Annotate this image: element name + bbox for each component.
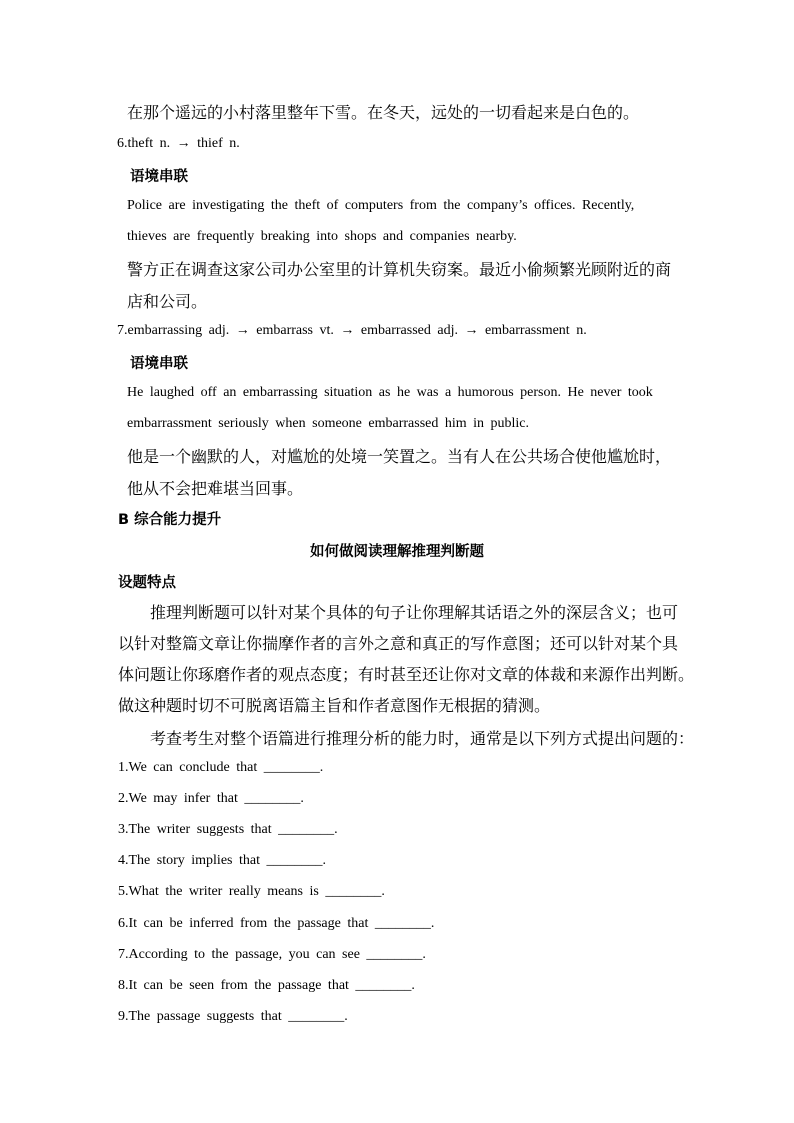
translation-line-item5: 在那个遥远的小村落里整年下雪。在冬天，远处的一切看起来是白色的。: [127, 103, 640, 122]
question-4: 4.The story implies that ________.: [118, 853, 326, 868]
question-3: 3.The writer suggests that ________.: [118, 822, 338, 837]
item7-english-line-1: He laughed off an embarrassing situation as he was a humorous person. He never took: [127, 385, 653, 400]
features-label: 设题特点: [118, 575, 176, 591]
paragraph-1-line-4: 做这种题时切不可脱离语篇主旨和作者意图作无根据的猜测。: [118, 696, 551, 715]
question-2: 2.We may infer that ________.: [118, 791, 304, 806]
item6-chinese-line-2: 店和公司。: [127, 292, 208, 311]
paragraph-2: 考查考生对整个语篇进行推理分析的能力时，通常是以下列方式提出问题的：: [150, 729, 695, 748]
question-7: 7.According to the passage, you can see ________.: [118, 947, 426, 962]
item7-chinese-line-2: 他从不会把难堪当回事。: [127, 479, 304, 498]
item7-english-line-2: embarrassment seriously when someone embarrassed him in public.: [127, 416, 530, 431]
item6-context-label: 语境串联: [130, 169, 188, 185]
paragraph-1-line-2: 以针对整篇文章让你揣摩作者的言外之意和真正的写作意图；还可以针对某个具: [118, 634, 679, 653]
section-b-heading: B 综合能力提升: [118, 512, 222, 528]
question-6: 6.It can be inferred from the passage that ________.: [118, 916, 435, 931]
question-8: 8.It can be seen from the passage that ________.: [118, 978, 415, 993]
question-9: 9.The passage suggests that ________.: [118, 1009, 348, 1024]
item6-chinese-line-1: 警方正在调查这家公司办公室里的计算机失窃案。最近小偷频繁光顾附近的商: [127, 260, 672, 279]
item7-chinese-line-1: 他是一个幽默的人，对尴尬的处境一笑置之。当有人在公共场合使他尴尬时，: [127, 447, 672, 466]
item6-english-line-1: Police are investigating the theft of computers from the company’s offices. Recently,: [127, 198, 635, 213]
item6-heading: 6.theft n. → thief n.: [117, 136, 240, 151]
item7-context-label: 语境串联: [130, 356, 188, 372]
paragraph-1-line-3: 体问题让你琢磨作者的观点态度；有时甚至还让你对文章的体裁和来源作出判断。: [118, 665, 695, 684]
paragraph-1-line-1: 推理判断题可以针对某个具体的句子让你理解其话语之外的深层含义；也可: [150, 603, 679, 622]
section-b-title: 如何做阅读理解推理判断题: [310, 544, 484, 560]
item7-heading: 7.embarrassing adj. → embarrass vt. → embarrassed adj. → embarrassment n.: [117, 323, 587, 338]
item6-english-line-2: thieves are frequently breaking into shops and companies nearby.: [127, 229, 517, 244]
question-5: 5.What the writer really means is ________.: [118, 884, 385, 899]
question-1: 1.We can conclude that ________.: [118, 760, 324, 775]
